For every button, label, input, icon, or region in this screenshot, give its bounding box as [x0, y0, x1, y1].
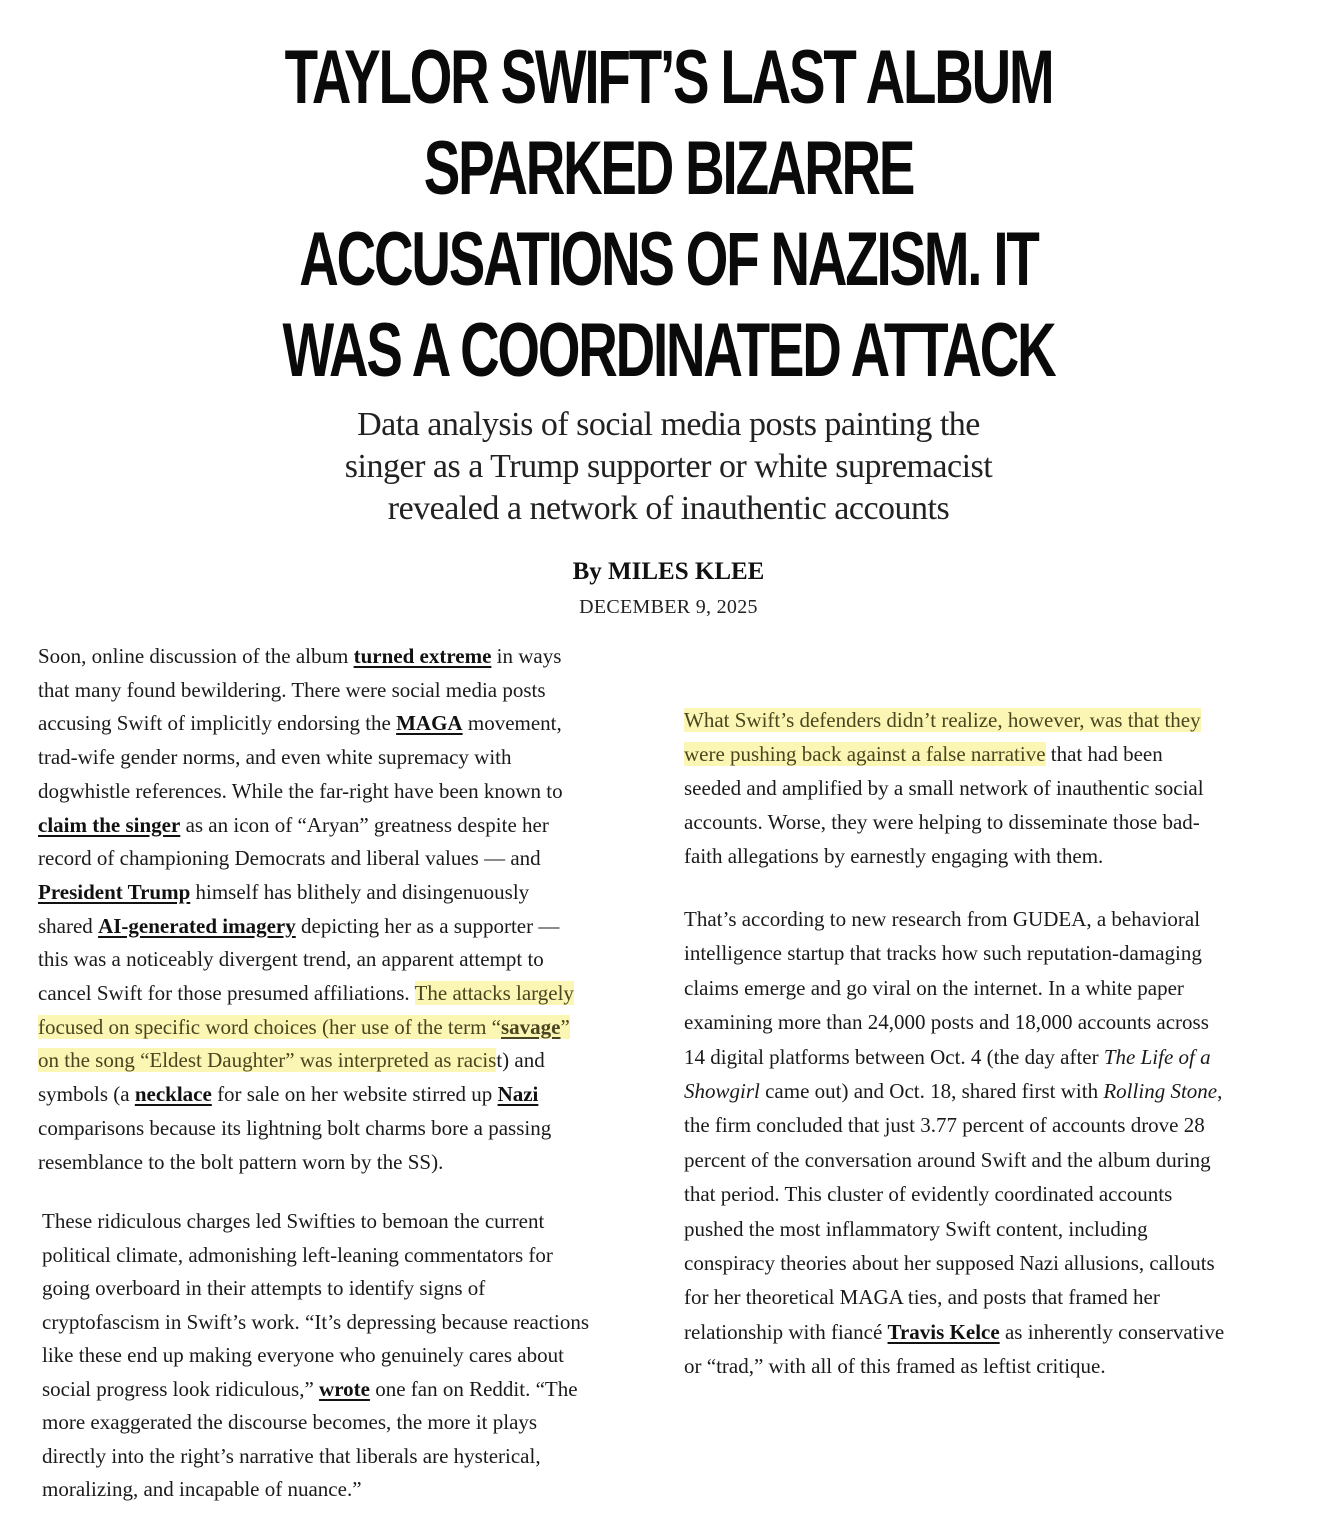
text-line: conspiracy theories about her supposed Nazi allusions, callouts: [684, 1251, 1215, 1276]
body-paragraph-3: [684, 703, 1204, 873]
link-turned-extreme[interactable]: turned extreme: [353, 644, 492, 668]
link-wrote[interactable]: wrote: [319, 1376, 370, 1401]
highlighted-text: on the song “Eldest Daughter” was interpreted as racis: [38, 1048, 497, 1073]
text-line: comparisons because its lightning bolt charms bore a passing: [38, 1115, 552, 1140]
italic-title: Rolling Stone: [1103, 1079, 1218, 1104]
dek-line: revealed a network of inauthentic accounts: [387, 490, 950, 527]
link-ai-generated-imagery[interactable]: AI-generated imagery: [98, 913, 296, 938]
text-run: Soon, online discussion of the album: [38, 644, 354, 668]
italic-title: Showgirl: [684, 1079, 760, 1104]
text-line: [38, 1044, 574, 1078]
text-line: going overboard in their attempts to identify signs of: [42, 1276, 486, 1300]
text-line: cryptofascism in Swift’s work. “It’s depressing because reactions: [42, 1309, 590, 1334]
text-run: social progress look ridiculous,”: [42, 1376, 320, 1401]
dek-subtitle: [230, 404, 1107, 530]
text-run: came out) and Oct. 18, shared first with: [759, 1079, 1104, 1104]
text-line: record of championing Democrats and liberal values — and: [38, 846, 541, 871]
text-line: [38, 910, 574, 944]
text-run: shared: [38, 913, 99, 938]
text-line: [38, 809, 574, 843]
text-line: These ridiculous charges led Swifties to bemoan the current: [42, 1209, 545, 1233]
text-run: movement,: [462, 711, 562, 736]
text-run: himself has blithely and disingenuously: [190, 879, 530, 904]
link-necklace[interactable]: necklace: [134, 1082, 212, 1107]
text-line: directly into the right’s narrative that liberals are hysterical,: [42, 1443, 541, 1468]
link-president-trump[interactable]: President Trump: [38, 879, 191, 904]
text-run: in ways: [491, 644, 562, 668]
text-line: political climate, admonishing left-leaning commentators for: [42, 1242, 553, 1267]
link-claim-the-singer[interactable]: claim the singer: [38, 812, 181, 837]
text-line: examining more than 24,000 posts and 18,000 accounts across: [684, 1010, 1209, 1035]
text-run: that had been: [1045, 742, 1163, 766]
text-run: relationship with fiancé: [684, 1319, 888, 1344]
text-line: percent of the conversation around Swift and the album during: [684, 1147, 1211, 1172]
text-line: intelligence startup that tracks how such reputation-damaging: [684, 941, 1202, 966]
text-line: [38, 977, 574, 1011]
text-line: moralizing, and incapable of nuance.”: [42, 1477, 362, 1501]
text-line: more exaggerated the discourse becomes, the more it plays: [42, 1410, 538, 1434]
text-line: [684, 1074, 1224, 1108]
highlighted-text: [38, 1015, 570, 1039]
link-savage[interactable]: savage: [500, 1014, 561, 1039]
text-line: [684, 1315, 1224, 1349]
headline-line: SPARKED BIZARRE: [423, 126, 914, 211]
text-line: faith allegations by earnestly engaging with them.: [684, 844, 1104, 868]
highlighted-text: were pushing back against a false narrative: [684, 742, 1046, 766]
dek-line: Data analysis of social media posts painting the: [357, 406, 980, 443]
text-run: depicting her as a supporter —: [295, 913, 560, 938]
text-line: [38, 1011, 574, 1045]
headline-line: WAS A COORDINATED ATTACK: [282, 308, 1055, 393]
link-maga[interactable]: MAGA: [396, 711, 463, 736]
highlighted-text: What Swift’s defenders didn’t realize, however, was that they: [684, 708, 1201, 732]
text-line: [38, 876, 574, 910]
text-line: trad-wife gender norms, and even white supremacy with: [38, 745, 512, 770]
text-run: ,: [1217, 1079, 1223, 1104]
text-run: t) and: [496, 1048, 545, 1073]
text-run: one fan on Reddit. “The: [369, 1376, 578, 1401]
text-run: 14 digital platforms between Oct. 4 (the day after: [684, 1044, 1104, 1069]
text-line: resemblance to the bolt pattern worn by the SS).: [38, 1149, 444, 1174]
headline-line: TAYLOR SWIFT’S LAST ALBUM: [284, 35, 1053, 120]
dek-line: singer as a Trump supporter or white supremacist: [344, 448, 993, 485]
text-line: seeded and amplified by a small network of inauthentic social: [684, 776, 1204, 800]
text-run: as an icon of “Aryan” greatness despite her: [180, 812, 549, 837]
text-line: That’s according to new research from GUDEA, a behavioral: [684, 907, 1201, 931]
text-line: [684, 703, 1204, 737]
text-line: claims emerge and go viral on the internet. In a white paper: [684, 975, 1184, 1000]
byline-author: By MILES KLEE: [572, 558, 765, 585]
body-paragraph-4: [684, 902, 1224, 1384]
headline-line: ACCUSATIONS OF NAZISM. IT: [299, 217, 1038, 302]
highlighted-text: The attacks largely: [414, 981, 574, 1006]
italic-title: The Life of a: [1103, 1044, 1211, 1069]
text-run: focused on specific word choices (her use of the term “: [38, 1014, 501, 1039]
text-line: or “trad,” with all of this framed as leftist critique.: [684, 1354, 1106, 1379]
publish-date: DECEMBER 9, 2025: [579, 596, 758, 618]
text-line: [684, 1040, 1224, 1074]
headline: [259, 32, 1078, 396]
text-line: [38, 640, 574, 674]
text-line: this was a noticeably divergent trend, an apparent attempt to: [38, 947, 544, 972]
text-line: pushed the most inflammatory Swift content, including: [684, 1216, 1148, 1241]
text-run: accusing Swift of implicitly endorsing the: [38, 711, 397, 736]
text-line: that period. This cluster of evidently coordinated accounts: [684, 1182, 1173, 1207]
text-line: accounts. Worse, they were helping to disseminate those bad-: [684, 810, 1200, 834]
link-nazi[interactable]: Nazi: [497, 1082, 539, 1107]
text-run: for sale on her website stirred up: [211, 1082, 498, 1107]
text-line: that many found bewildering. There were social media posts: [38, 677, 546, 702]
text-run: as inherently conservative: [999, 1319, 1225, 1344]
text-line: dogwhistle references. While the far-right have been known to: [38, 778, 563, 803]
body-paragraph-2: [42, 1205, 589, 1507]
text-run: ”: [560, 1014, 570, 1039]
text-line: the firm concluded that just 3.77 percent of accounts drove 28: [684, 1113, 1205, 1138]
text-line: for her theoretical MAGA ties, and posts that framed her: [684, 1285, 1160, 1310]
link-travis-kelce[interactable]: Travis Kelce: [887, 1319, 1000, 1344]
text-line: [38, 1078, 574, 1112]
text-line: [38, 707, 574, 741]
text-line: like these end up making everyone who genuinely cares about: [42, 1343, 564, 1367]
text-run: symbols (a: [38, 1082, 135, 1107]
text-run: cancel Swift for those presumed affiliations.: [38, 981, 415, 1006]
body-paragraph-1: [38, 640, 574, 1179]
text-line: [42, 1373, 589, 1407]
text-line: [684, 737, 1204, 771]
